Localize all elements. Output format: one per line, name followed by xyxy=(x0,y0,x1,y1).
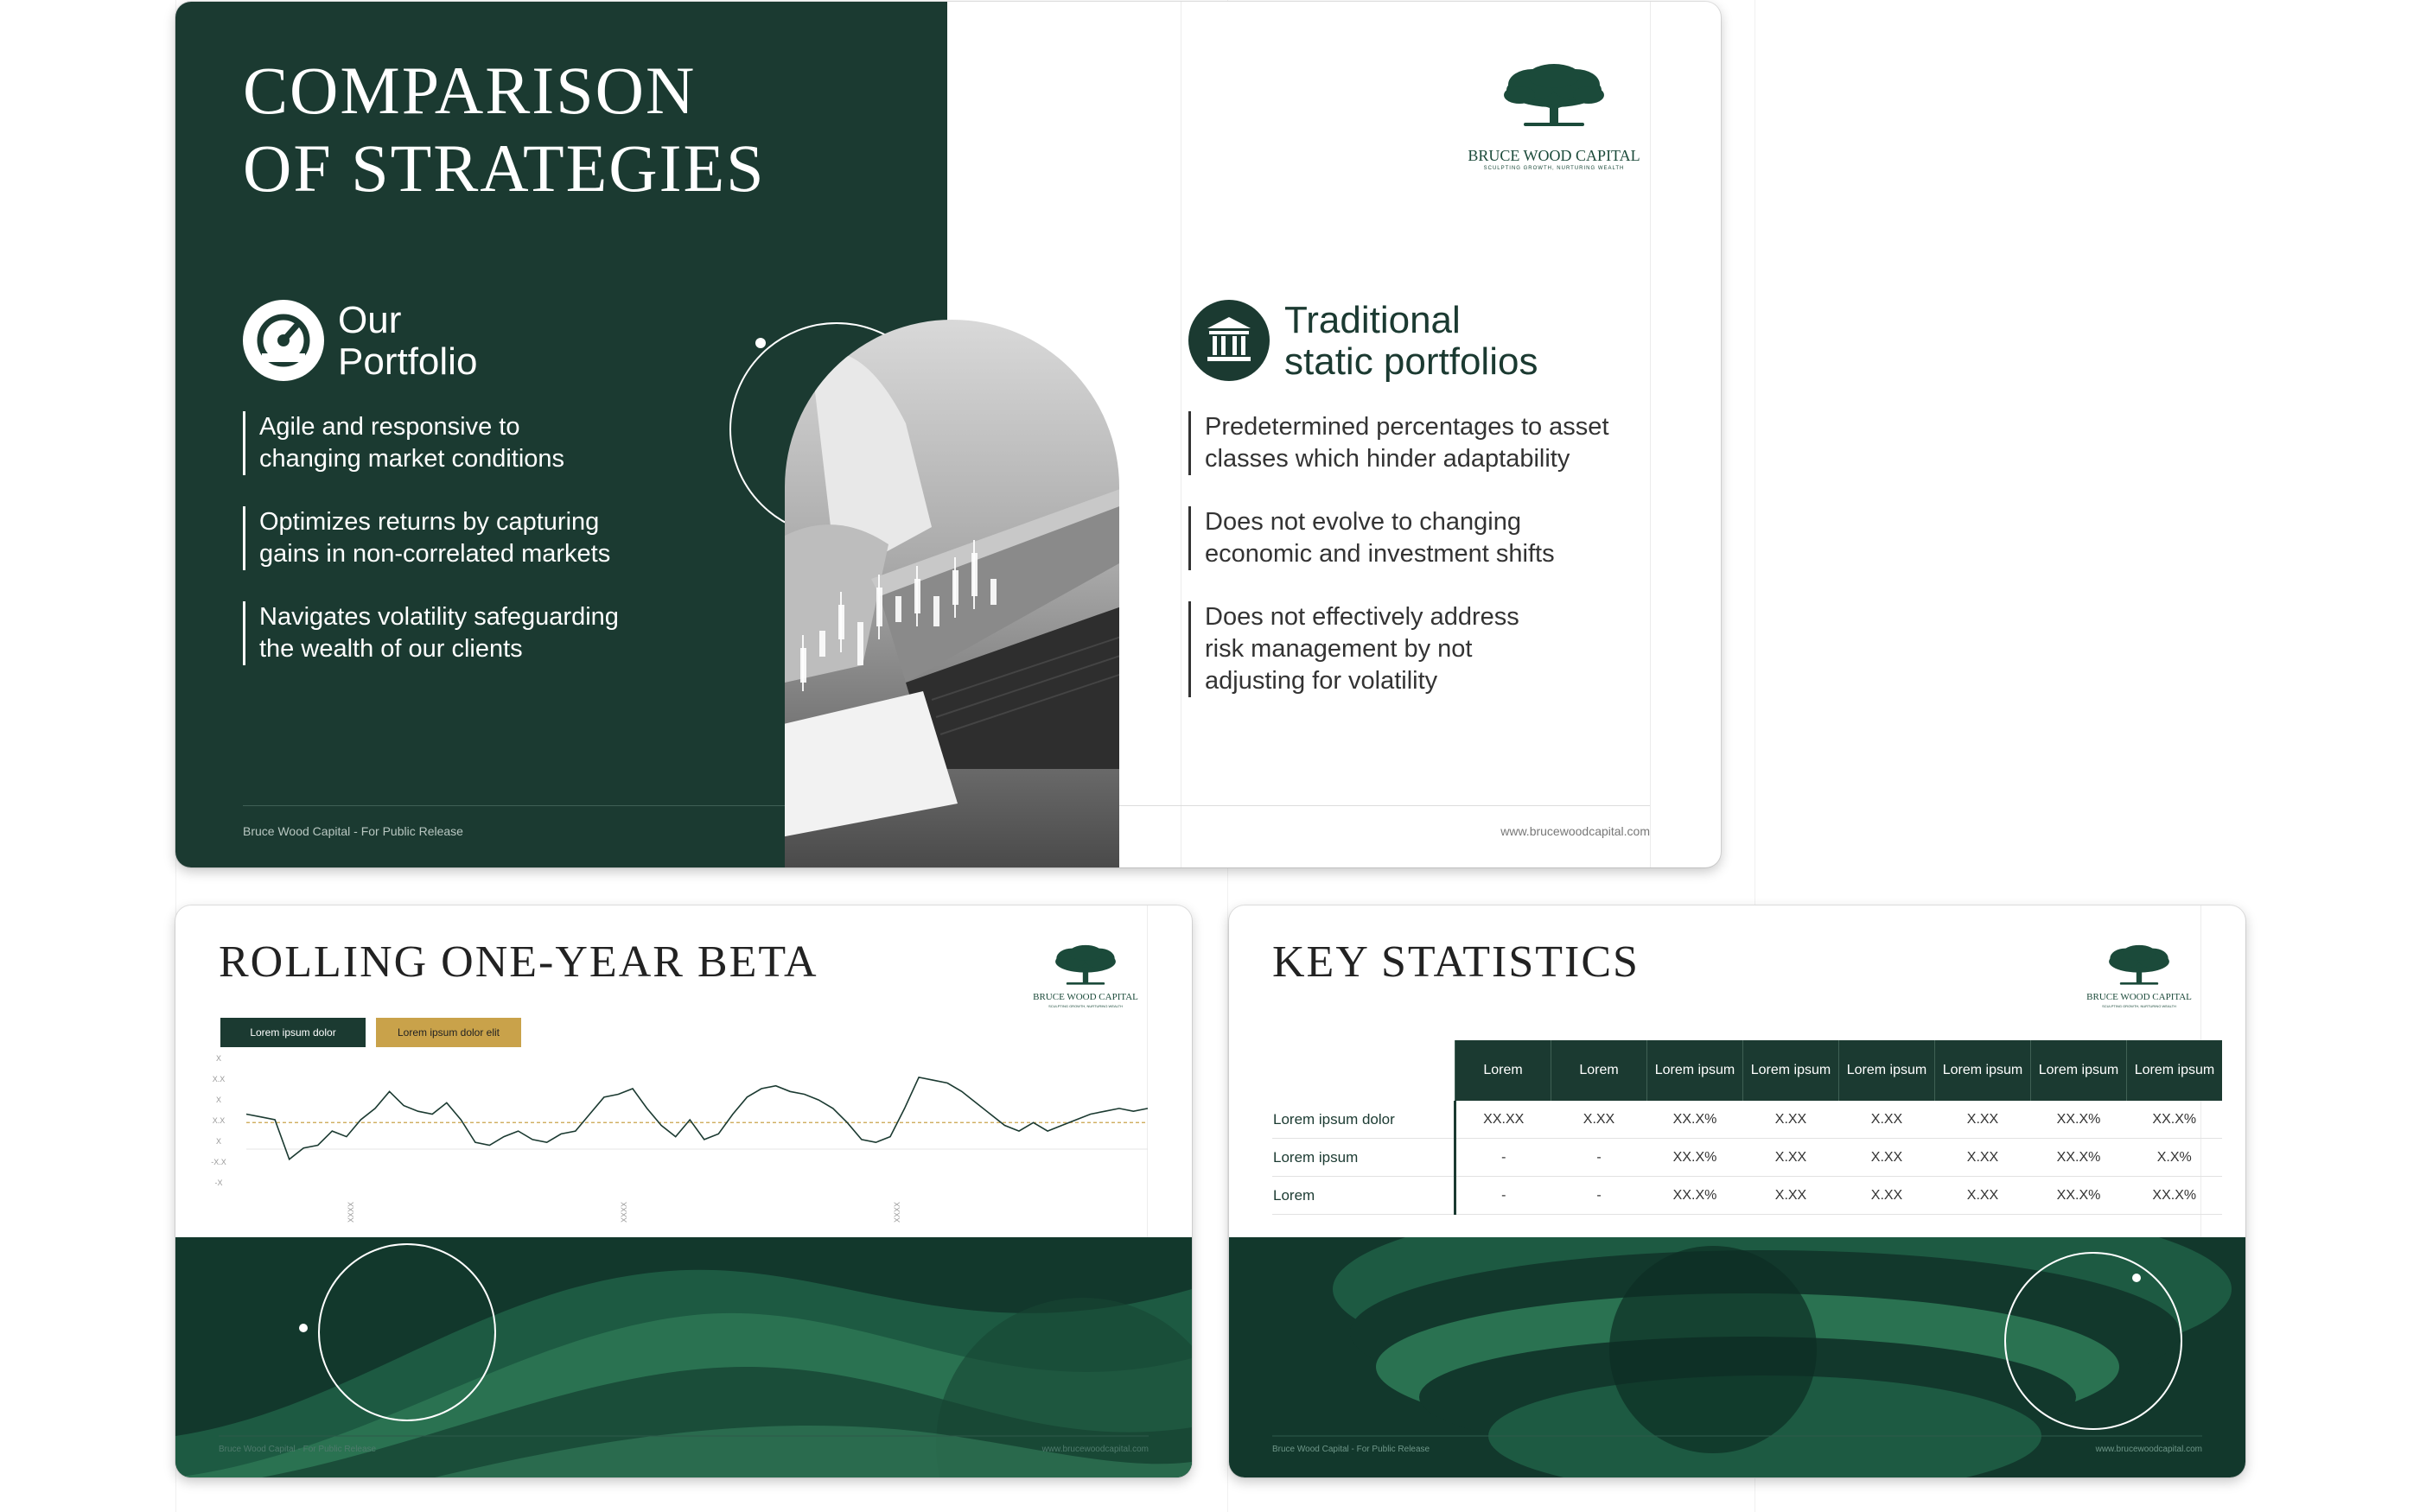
table-column-header: Lorem ipsum xyxy=(1839,1040,1935,1101)
oak-tree-logo-icon xyxy=(1022,943,1149,988)
x-tick-label: XXXX xyxy=(893,1201,901,1223)
table-cell: XX.X% xyxy=(2031,1177,2127,1215)
table-corner-cell xyxy=(1272,1040,1455,1101)
left-bullet-1 xyxy=(243,411,564,475)
table-cell: X.XX xyxy=(1935,1101,2031,1139)
table-cell: XX.X% xyxy=(2127,1101,2223,1139)
decorative-swirl-band xyxy=(1229,1237,2245,1477)
footer-left-text: Bruce Wood Capital - For Public Release xyxy=(243,824,463,838)
speedometer-icon xyxy=(243,300,324,381)
bullet-line: risk management by not xyxy=(1205,635,1473,663)
beta-line-chart xyxy=(201,1054,1152,1232)
table-cell: - xyxy=(1551,1177,1647,1215)
table-header-row xyxy=(1272,1040,2222,1101)
left-bullet-2 xyxy=(243,506,610,570)
key-statistics-table xyxy=(1272,1040,2222,1215)
bullet-line: Does not effectively address xyxy=(1205,603,1519,631)
table-cell: - xyxy=(1455,1139,1551,1177)
brand-name: BRUCE WOOD CAPITAL xyxy=(2086,992,2192,1002)
table-cell: XX.X% xyxy=(1647,1177,1743,1215)
table-cell: X.XX xyxy=(1839,1177,1935,1215)
brand-logo xyxy=(2076,943,2202,1011)
bank-building-icon xyxy=(1188,300,1270,381)
right-heading-line-1: Traditional xyxy=(1284,299,1461,341)
y-tick-label: X.X xyxy=(212,1116,226,1125)
table-cell: X.XX xyxy=(1743,1177,1839,1215)
left-bullet-3 xyxy=(243,601,619,665)
slide-title xyxy=(243,52,900,207)
right-bullet-3 xyxy=(1188,601,1519,697)
left-heading-line-2: Portfolio xyxy=(338,340,478,383)
footer-left-text: Bruce Wood Capital - For Public Release xyxy=(1272,1445,1430,1454)
bullet-line: economic and investment shifts xyxy=(1205,540,1555,568)
x-tick-label: XXXX xyxy=(620,1201,628,1223)
table-cell: X.XX xyxy=(1839,1101,1935,1139)
table-cell: X.X% xyxy=(2127,1139,2223,1177)
right-heading xyxy=(1284,300,1538,383)
table-row xyxy=(1272,1177,2222,1215)
title-line-2: OF STRATEGIES xyxy=(243,130,766,206)
table-cell: X.XX xyxy=(1935,1177,2031,1215)
table-column-header: Lorem ipsum xyxy=(1935,1040,2031,1101)
legend-series-1[interactable]: Lorem ipsum dolor xyxy=(220,1018,366,1047)
bullet-line: Optimizes returns by capturing xyxy=(259,508,600,536)
footer-website-link[interactable]: www.brucewoodcapital.com xyxy=(1500,824,1650,838)
bullet-line: gains in non-correlated markets xyxy=(259,540,611,568)
table-cell: - xyxy=(1455,1177,1551,1215)
table-row-label: Lorem xyxy=(1272,1177,1455,1215)
bullet-line: Agile and responsive to xyxy=(259,413,520,441)
right-heading-line-2: static portfolios xyxy=(1284,340,1538,383)
slide-comparison-of-strategies[interactable] xyxy=(175,2,1721,867)
table-cell: - xyxy=(1551,1139,1647,1177)
brand-tagline: SCULPTING GROWTH, NURTURING WEALTH xyxy=(2102,1004,2176,1008)
table-cell: X.XX xyxy=(1743,1139,1839,1177)
table-cell: X.XX xyxy=(1551,1101,1647,1139)
footer-divider-left xyxy=(243,805,785,806)
table-cell: X.XX xyxy=(1743,1101,1839,1139)
footer-left-text: Bruce Wood Capital - For Public Release xyxy=(219,1445,377,1454)
brand-logo xyxy=(1022,943,1149,1011)
table-cell: XX.XX xyxy=(1455,1101,1551,1139)
table-cell: XX.X% xyxy=(2031,1139,2127,1177)
left-heading xyxy=(338,300,477,383)
x-tick-label: XXXX xyxy=(347,1201,355,1223)
y-tick-label: -X xyxy=(214,1178,223,1187)
table-cell: X.XX xyxy=(1839,1139,1935,1177)
y-tick-label: X xyxy=(215,1096,222,1104)
table-cell: XX.X% xyxy=(2127,1177,2223,1215)
table-cell: XX.X% xyxy=(1647,1139,1743,1177)
slide-title: KEY STATISTICS xyxy=(1272,937,1640,987)
bullet-line: adjusting for volatility xyxy=(1205,667,1438,695)
title-line-1: COMPARISON xyxy=(243,53,697,128)
left-heading-line-1: Our xyxy=(338,299,402,341)
table-row-label: Lorem ipsum dolor xyxy=(1272,1101,1455,1139)
brand-name: BRUCE WOOD CAPITAL xyxy=(1033,992,1138,1002)
footer-website-link[interactable]: www.brucewoodcapital.com xyxy=(2095,1445,2202,1454)
brand-name: BRUCE WOOD CAPITAL xyxy=(1468,147,1640,164)
tablet-chart-photo xyxy=(785,320,1119,867)
y-tick-label: X xyxy=(215,1137,222,1146)
table-row xyxy=(1272,1139,2222,1177)
series-line-beta xyxy=(246,1077,1148,1159)
table-cell: XX.X% xyxy=(1647,1101,1743,1139)
bullet-line: the wealth of our clients xyxy=(259,635,523,663)
footer-website-link[interactable]: www.brucewoodcapital.com xyxy=(1041,1445,1149,1454)
brand-tagline: SCULPTING GROWTH, NURTURING WEALTH xyxy=(1483,166,1625,171)
slide-rolling-one-year-beta[interactable] xyxy=(175,905,1192,1477)
slide-key-statistics[interactable] xyxy=(1229,905,2245,1477)
table-row xyxy=(1272,1101,2222,1139)
decorative-wave-band xyxy=(175,1237,1192,1477)
table-cell: X.XX xyxy=(1935,1139,2031,1177)
right-bullet-2 xyxy=(1188,506,1555,570)
brand-logo xyxy=(1455,62,1653,175)
bullet-line: Does not evolve to changing xyxy=(1205,508,1521,536)
right-bullet-1 xyxy=(1188,411,1609,475)
table-column-header: Lorem ipsum xyxy=(1743,1040,1839,1101)
bullet-line: classes which hinder adaptability xyxy=(1205,445,1570,473)
y-tick-label: X.X xyxy=(212,1075,226,1083)
table-column-header: Lorem xyxy=(1455,1040,1551,1101)
table-cell: XX.X% xyxy=(2031,1101,2127,1139)
bullet-line: Predetermined percentages to asset xyxy=(1205,413,1609,441)
footer-divider-right xyxy=(1119,805,1650,806)
table-column-header: Lorem ipsum xyxy=(2031,1040,2127,1101)
table-column-header: Lorem ipsum xyxy=(1647,1040,1743,1101)
y-tick-label: X xyxy=(215,1054,222,1063)
bullet-line: changing market conditions xyxy=(259,445,565,473)
table-row-label: Lorem ipsum xyxy=(1272,1139,1455,1177)
legend-series-2[interactable]: Lorem ipsum dolor elit xyxy=(376,1018,521,1047)
slide-title: ROLLING ONE-YEAR BETA xyxy=(219,937,818,987)
oak-tree-logo-icon xyxy=(2076,943,2202,988)
brand-tagline: SCULPTING GROWTH, NURTURING WEALTH xyxy=(1048,1004,1123,1008)
table-column-header: Lorem ipsum xyxy=(2127,1040,2223,1101)
oak-tree-logo-icon xyxy=(1455,62,1653,131)
bullet-line: Navigates volatility safeguarding xyxy=(259,603,619,631)
y-tick-label: -X.X xyxy=(211,1158,226,1166)
table-column-header: Lorem xyxy=(1551,1040,1647,1101)
